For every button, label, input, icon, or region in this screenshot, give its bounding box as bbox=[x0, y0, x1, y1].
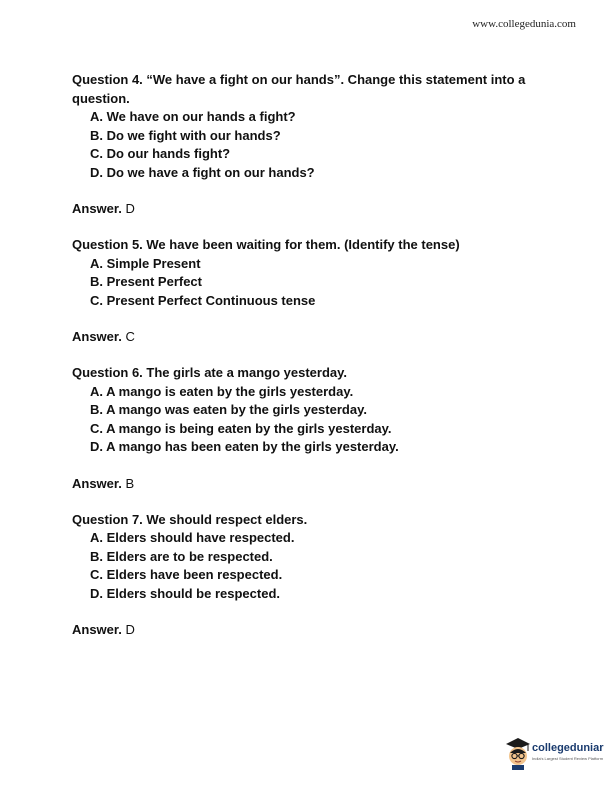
answer-value: C bbox=[125, 329, 135, 344]
question-block bbox=[72, 511, 542, 640]
option-item: B. Elders are to be respected. bbox=[90, 548, 273, 564]
option-item: C. A mango is being eaten by the girls yesterday. bbox=[90, 420, 392, 436]
answer-value: D bbox=[125, 201, 135, 216]
option-item: A. We have on our hands a fight? bbox=[90, 109, 296, 124]
option-item: C. Present Perfect Continuous tense bbox=[90, 292, 316, 308]
question-text: Question 6. The girls ate a mango yesterday. bbox=[72, 365, 348, 380]
option-list bbox=[72, 383, 542, 457]
option-item: C. Do our hands fight? bbox=[90, 146, 231, 161]
question-text: Question 5. We have been waiting for them. (Identify the tense) bbox=[72, 237, 460, 252]
mascot-icon bbox=[504, 736, 532, 770]
site-url: www.collegedunia.com bbox=[472, 18, 576, 30]
option-item: A. Elders should have respected. bbox=[90, 530, 295, 545]
question-block bbox=[72, 236, 542, 347]
question-text: Question 4. “We have a fight on our hands”. Change this statement into a question. bbox=[72, 72, 526, 106]
answer-label: Answer. bbox=[72, 329, 122, 344]
question-list bbox=[72, 71, 542, 657]
option-item: D. A mango has been eaten by the girls yesterday. bbox=[90, 439, 399, 454]
answer-value: D bbox=[125, 622, 135, 637]
answer-line bbox=[72, 621, 542, 640]
option-item: A. Simple Present bbox=[90, 255, 201, 271]
option-list bbox=[72, 529, 542, 603]
question-block bbox=[72, 364, 542, 493]
answer-label: Answer. bbox=[72, 201, 122, 216]
option-item: A. A mango is eaten by the girls yesterday. bbox=[90, 383, 354, 399]
answer-label: Answer. bbox=[72, 622, 122, 637]
question-text: Question 7. We should respect elders. bbox=[72, 511, 308, 527]
answer-line bbox=[72, 475, 542, 494]
answer-label: Answer. bbox=[72, 475, 122, 491]
option-list bbox=[72, 255, 542, 311]
answer-line bbox=[72, 200, 542, 219]
option-item: B. Do we fight with our hands? bbox=[90, 127, 281, 143]
option-list bbox=[72, 108, 542, 182]
brand-tagline: India's Largest Student Review Platform bbox=[532, 756, 604, 761]
question-block bbox=[72, 71, 542, 219]
answer-line bbox=[72, 328, 542, 347]
brand-name: collegeduniar bbox=[532, 742, 604, 754]
option-item: B. A mango was eaten by the girls yesterday. bbox=[90, 402, 367, 417]
option-item: B. Present Perfect bbox=[90, 274, 202, 289]
collegedunia-logo bbox=[504, 736, 604, 770]
option-item: D. Elders should be respected. bbox=[90, 585, 280, 601]
answer-value: B bbox=[125, 475, 135, 491]
option-item: C. Elders have been respected. bbox=[90, 567, 283, 582]
option-item: D. Do we have a fight on our hands? bbox=[90, 164, 315, 180]
